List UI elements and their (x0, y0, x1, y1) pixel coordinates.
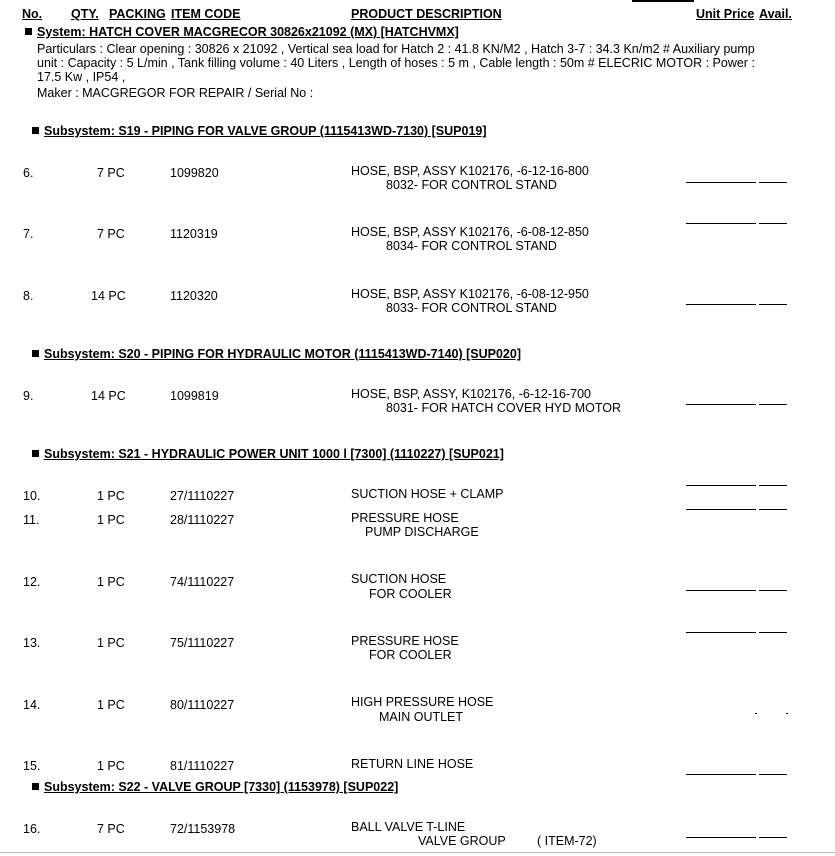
item-description-2: 8034- FOR CONTROL STAND (386, 239, 557, 253)
page-bottom-edge (0, 852, 835, 853)
col-header-description: PRODUCT DESCRIPTION (351, 7, 502, 21)
item-description-2: MAIN OUTLET (379, 710, 464, 724)
item-code: 80/1110227 (170, 698, 235, 712)
item-no: 15. (23, 759, 41, 773)
item-qty: 1 PC (97, 636, 125, 650)
avail-field[interactable] (759, 304, 787, 305)
unit-price-field[interactable] (686, 304, 756, 305)
unit-price-field[interactable] (686, 485, 756, 486)
col-header-qty: QTY. (71, 7, 99, 21)
item-description-2: FOR COOLER (369, 587, 452, 601)
item-description: HOSE, BSP, ASSY K102176, -6-08-12-950 (351, 287, 589, 301)
item-description-2: FOR COOLER (369, 648, 452, 662)
unit-price-field[interactable] (686, 509, 756, 510)
item-qty: 1 PC (97, 759, 125, 773)
subsystem-heading-s22 (32, 780, 398, 794)
item-qty: 1 PC (97, 513, 125, 527)
item-qty: 1 PC (97, 575, 125, 589)
subsystem-heading-s21 (32, 447, 504, 461)
item-description: SUCTION HOSE + CLAMP (351, 487, 504, 501)
item-no: 10. (23, 489, 41, 503)
item-no: 12. (23, 575, 41, 589)
item-code: 28/1110227 (170, 513, 235, 527)
item-code: 1120319 (170, 227, 218, 241)
system-particulars: Particulars : Clear opening : 30826 x 21092 , Vertical sea load for Hatch 2 : 41.8 KN/M2 , Hatch 3-7 : 34.3 Kn/m2 # Auxiliary pump unit : Capacity : 5 L/min , Tank filling volume : 40 Liters , Length of hoses : 5 m , Cable length : 50m # ELECRIC MOTOR : Power : 17.5 Kw , IP54 , (37, 42, 755, 84)
item-description: SUCTION HOSE (351, 572, 447, 586)
avail-field[interactable] (759, 509, 787, 510)
bullet-square-icon (32, 450, 39, 457)
unit-price-field[interactable] (686, 223, 756, 224)
top-rule (632, 0, 694, 2)
subsystem-title: Subsystem: S22 - VALVE GROUP [7330] (1153978) [SUP022] (44, 780, 399, 794)
bullet-square-icon (32, 127, 39, 134)
subsystem-title: Subsystem: S21 - HYDRAULIC POWER UNIT 1000 l [7300] (1110227) [SUP021] (44, 447, 504, 461)
unit-price-field[interactable] (686, 632, 756, 633)
avail-field[interactable] (759, 182, 787, 183)
item-no: 8. (23, 289, 34, 303)
item-code: 72/1153978 (170, 822, 236, 836)
item-code: 1099819 (170, 389, 219, 403)
item-description: HOSE, BSP, ASSY K102176, -6-08-12-850 (351, 225, 589, 239)
unit-price-field[interactable] (755, 713, 757, 714)
col-header-item-code: ITEM CODE (171, 7, 241, 21)
item-description-2: 8032- FOR CONTROL STAND (386, 178, 557, 192)
item-qty: 1 PC (97, 698, 125, 712)
item-no: 14. (23, 698, 41, 712)
item-qty: 7 PC (97, 822, 125, 836)
avail-field[interactable] (759, 837, 787, 838)
item-description: RETURN LINE HOSE (351, 757, 474, 771)
system-maker: Maker : MACGREGOR FOR REPAIR / Serial No : (37, 86, 314, 100)
avail-field[interactable] (759, 485, 787, 486)
item-description: PRESSURE HOSE (351, 511, 459, 525)
item-code: 1099820 (170, 166, 219, 180)
system-title: System: HATCH COVER MACGRECOR 30826x21092 (MX) [HATCHVMX] (37, 25, 459, 39)
item-description-2: 8031- FOR HATCH COVER HYD MOTOR (386, 401, 621, 415)
item-description-3: ( ITEM-72) (537, 834, 597, 848)
system-heading (25, 25, 459, 39)
subsystem-heading-s19 (32, 124, 487, 138)
item-description-2: VALVE GROUP (418, 834, 506, 848)
col-header-no: No. (22, 7, 43, 21)
avail-field[interactable] (759, 404, 787, 405)
item-description-2: PUMP DISCHARGE (365, 525, 479, 539)
avail-field[interactable] (759, 590, 787, 591)
item-qty: 14 PC (91, 389, 126, 403)
item-description: HIGH PRESSURE HOSE (351, 695, 494, 709)
item-description: PRESSURE HOSE (351, 634, 459, 648)
item-code: 74/1110227 (170, 575, 235, 589)
item-no: 11. (23, 513, 40, 527)
col-header-avail: Avail. (759, 7, 792, 21)
subsystem-title: Subsystem: S19 - PIPING FOR VALVE GROUP (1115413WD-7130) [SUP019] (44, 124, 487, 138)
unit-price-field[interactable] (686, 590, 756, 591)
item-description: HOSE, BSP, ASSY K102176, -6-12-16-800 (351, 164, 589, 178)
item-description-2: 8033- FOR CONTROL STAND (386, 301, 557, 315)
avail-field[interactable] (786, 713, 788, 714)
bullet-square-icon (25, 28, 32, 35)
item-code: 27/1110227 (170, 489, 235, 503)
col-header-packing: PACKING (109, 7, 166, 21)
item-no: 16. (23, 822, 41, 836)
item-no: 9. (23, 389, 34, 403)
subsystem-title: Subsystem: S20 - PIPING FOR HYDRAULIC MOTOR (1115413WD-7140) [SUP020] (44, 347, 521, 361)
item-code: 81/1110227 (170, 759, 235, 773)
item-code: 75/1110227 (170, 636, 235, 650)
bullet-square-icon (32, 350, 39, 357)
item-qty: 7 PC (97, 166, 125, 180)
col-header-unit-price: Unit Price (696, 7, 755, 21)
unit-price-field[interactable] (686, 182, 756, 183)
item-description: BALL VALVE T-LINE (351, 820, 466, 834)
item-qty: 1 PC (97, 489, 125, 503)
item-no: 13. (23, 636, 41, 650)
avail-field[interactable] (759, 632, 787, 633)
item-no: 6. (23, 166, 34, 180)
bullet-square-icon (32, 783, 39, 790)
item-no: 7. (23, 227, 34, 241)
avail-field[interactable] (759, 223, 787, 224)
unit-price-field[interactable] (686, 837, 756, 838)
unit-price-field[interactable] (686, 774, 756, 775)
avail-field[interactable] (759, 774, 787, 775)
unit-price-field[interactable] (686, 404, 756, 405)
item-qty: 7 PC (97, 227, 125, 241)
item-code: 1120320 (170, 289, 218, 303)
item-qty: 14 PC (91, 289, 126, 303)
subsystem-heading-s20 (32, 347, 521, 361)
item-description: HOSE, BSP, ASSY, K102176, -6-12-16-700 (351, 387, 591, 401)
